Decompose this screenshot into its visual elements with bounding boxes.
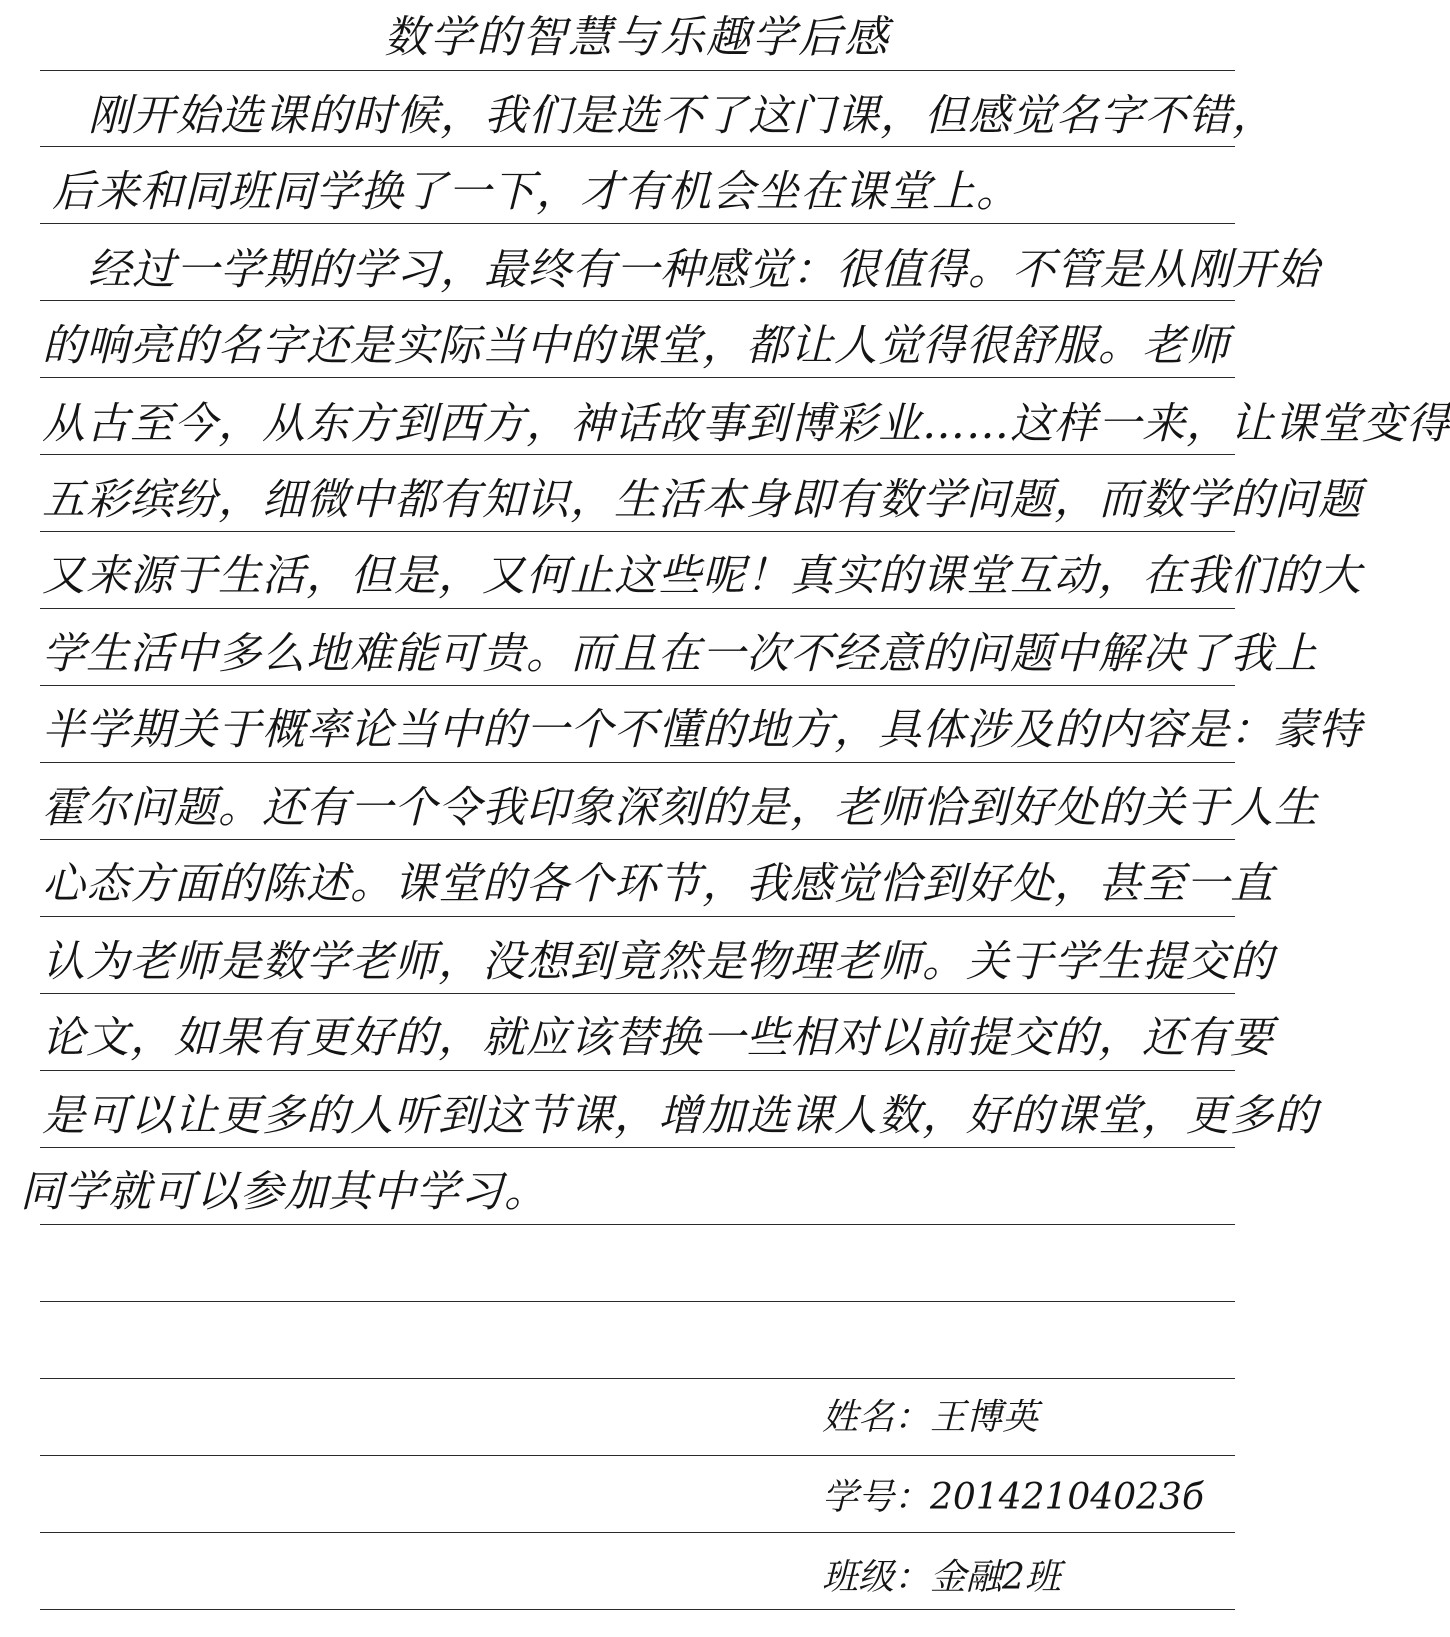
essay-line: 是可以让更多的人听到这节课，增加选课人数，好的课堂，更多的 (42, 1091, 1318, 1141)
essay-title: 数学的智慧与乐趣学后感 (384, 12, 890, 63)
essay-line: 后来和同班同学换了一下，才有机会坐在课堂上。 (52, 167, 1020, 217)
essay-line: 心态方面的陈述。课堂的各个环节，我感觉恰到好处，甚至一直 (42, 859, 1274, 909)
essay-line: 同学就可以参加其中学习。 (20, 1167, 548, 1217)
essay-line: 论文，如果有更好的，就应该替换一些相对以前提交的，还有要 (42, 1013, 1274, 1063)
essay-line: 霍尔问题。还有一个令我印象深刻的是，老师恰到好处的关于人生 (42, 783, 1318, 833)
rule-line (40, 1070, 1235, 1071)
rule-line (40, 70, 1235, 71)
rule-line (40, 1455, 1235, 1456)
rule-line (40, 762, 1235, 763)
rule-line (40, 1532, 1235, 1533)
student-id-field: 学号：20142104023б (822, 1477, 1204, 1518)
essay-line: 经过一学期的学习，最终有一种感觉：很值得。不管是从刚开始 (88, 245, 1320, 295)
essay-line: 刚开始选课的时候，我们是选不了这门课，但感觉名字不错， (88, 91, 1276, 141)
student-name-field: 姓名：王博英 (822, 1397, 1039, 1438)
essay-line: 的响亮的名字还是实际当中的课堂，都让人觉得很舒服。老师 (42, 321, 1230, 371)
rule-line (40, 1301, 1235, 1302)
essay-line: 学生活中多么地难能可贵。而且在一次不经意的问题中解决了我上 (42, 629, 1318, 679)
rule-line (40, 1378, 1235, 1379)
rule-line (40, 608, 1235, 609)
essay-line: 半学期关于概率论当中的一个不懂的地方，具体涉及的内容是：蒙特 (42, 705, 1362, 755)
rule-line (40, 1224, 1235, 1225)
rule-line (40, 1609, 1235, 1610)
essay-line: 从古至今，从东方到西方，神话故事到博彩业……这样一来，让课堂变得 (42, 399, 1450, 449)
essay-line: 又来源于生活，但是，又何止这些呢！真实的课堂互动，在我们的大 (42, 551, 1362, 601)
essay-line: 五彩缤纷，细微中都有知识，生活本身即有数学问题，而数学的问题 (42, 475, 1362, 525)
essay-line: 认为老师是数学老师，没想到竟然是物理老师。关于学生提交的 (42, 937, 1274, 987)
class-field: 班级：金融2班 (822, 1557, 1061, 1598)
rule-line (40, 916, 1235, 917)
